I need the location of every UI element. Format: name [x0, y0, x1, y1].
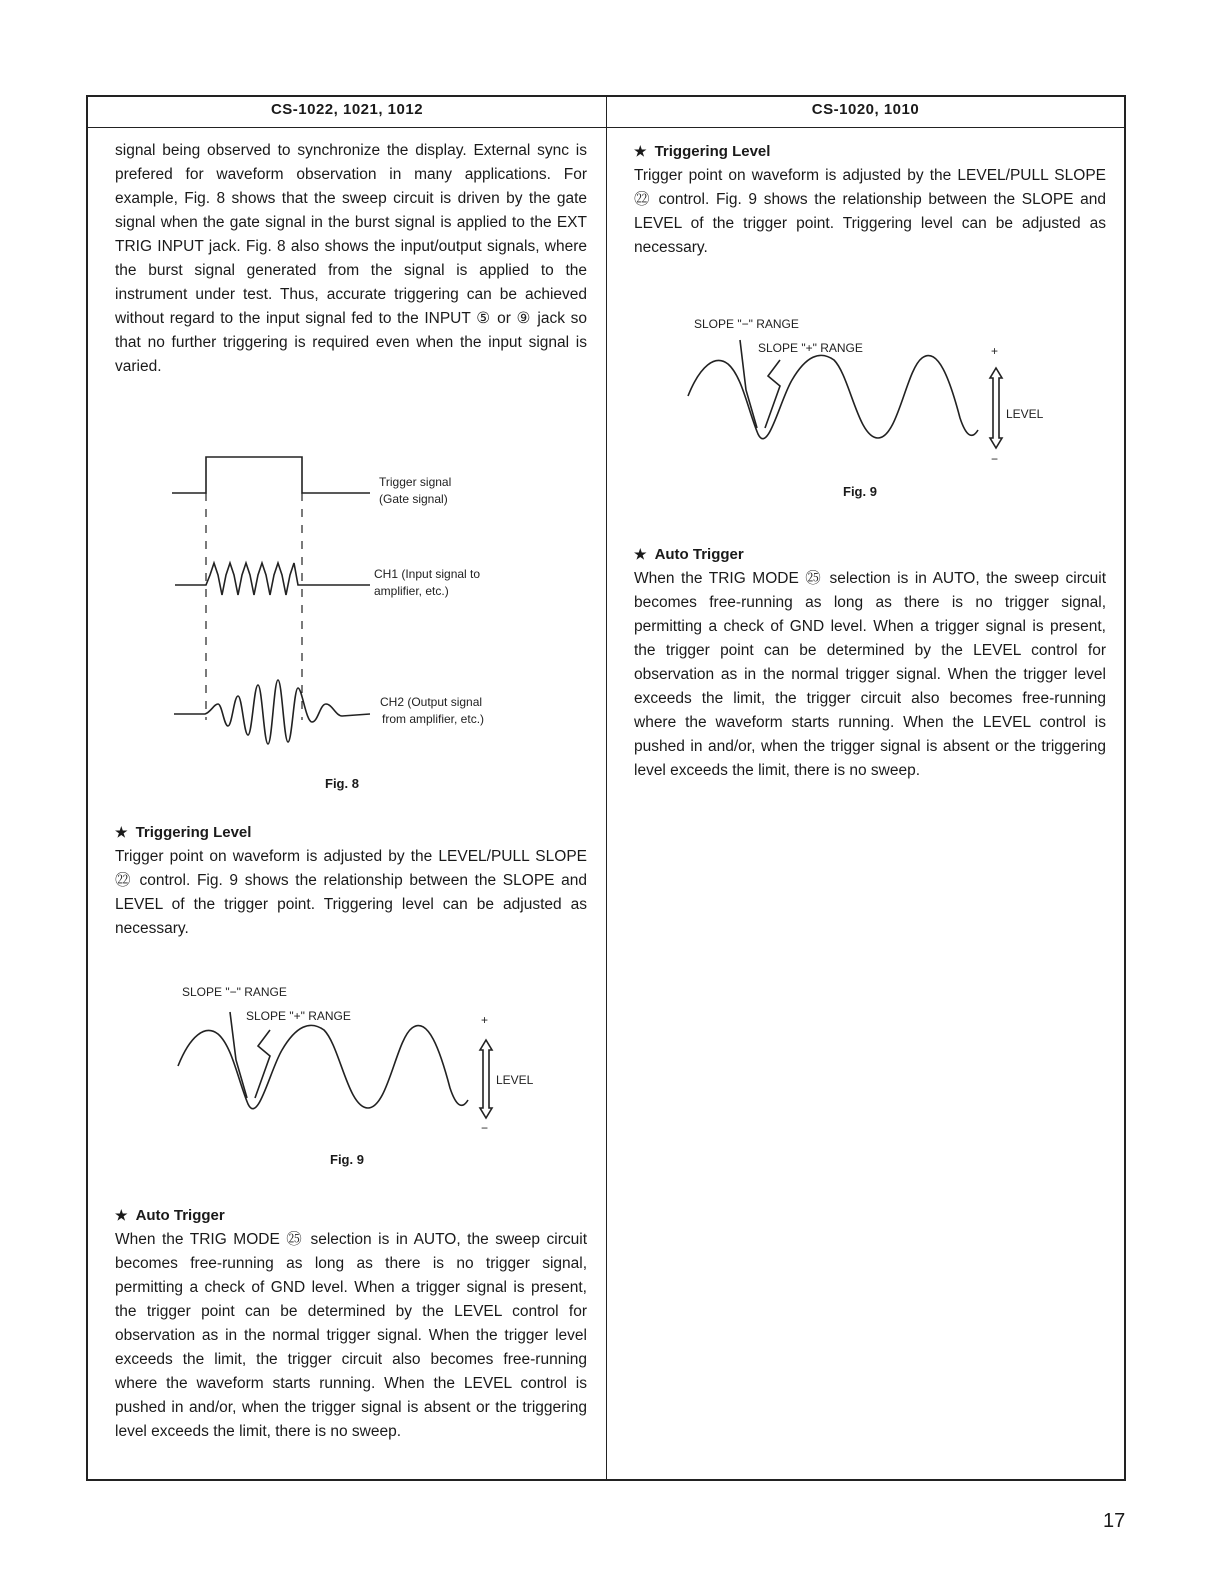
- slope-minus-label: SLOPE "−" RANGE: [182, 985, 287, 999]
- slope-minus-pointer: [740, 340, 757, 428]
- right-auto-trigger-section: [634, 542, 1106, 783]
- trigger-signal-label: Trigger signal: [379, 475, 452, 489]
- fig9-diagram-left: [170, 980, 550, 1140]
- slope-plus-label: SLOPE "+" RANGE: [246, 1009, 351, 1023]
- sine-waveform: [178, 1025, 468, 1108]
- slope-plus-pointer: [765, 360, 780, 428]
- fig9-caption-left: Fig. 9: [330, 1152, 364, 1167]
- level-arrow: [480, 1040, 492, 1118]
- fig9-caption-right: Fig. 9: [843, 484, 877, 499]
- star-icon: ★: [634, 143, 647, 159]
- left-column-header: CS-1022, 1021, 1012: [270, 101, 424, 118]
- star-icon: ★: [115, 824, 128, 840]
- triggering-level-heading: ★ Triggering Level: [634, 143, 771, 160]
- left-triggering-level-section: [115, 820, 587, 941]
- auto-trigger-heading: ★ Auto Trigger: [634, 546, 744, 563]
- ch2-label-line2: from amplifier, etc.): [382, 712, 485, 726]
- level-label: LEVEL: [1006, 407, 1044, 421]
- minus-label: −: [481, 1121, 489, 1135]
- slope-plus-pointer: [255, 1030, 270, 1098]
- slope-minus-pointer: [230, 1012, 247, 1098]
- left-intro-block: [115, 139, 587, 379]
- level-arrow: [990, 368, 1002, 448]
- ch2-label-line1: CH2 (Output signal: [380, 695, 483, 709]
- star-icon: ★: [115, 1207, 128, 1223]
- auto-trigger-paragraph: When the TRIG MODE ㉕ selection is in AUTO, the sweep circuit becomes free-running as long as there is no trigger signal, permitting a check of GND level. When a trigger signal is present, the trigger point can be determined by the LEVEL control for observation as in the normal trigger signal. When the trigger level exceeds the limit, the trigger circuit also becomes free-running where the waveform starts running. When the LEVEL control is pushed in and/or, when the trigger signal is absent or the triggering level exceeds the limit, there is no sweep.: [634, 570, 1106, 779]
- right-column-header: CS-1020, 1010: [811, 101, 920, 118]
- right-triggering-level-section: [634, 139, 1106, 260]
- gate-signal-label: (Gate signal): [379, 492, 448, 506]
- intro-paragraph: signal being observed to synchronize the display. External sync is prefered for waveform observation in many applications. For example, Fig. 8 shows that the sweep circuit is driven by the gate signal when the gate signal in the burst signal is applied to the EXT TRIG INPUT jack. Fig. 8 also shows the input/output signals, where the burst signal generated from the signal is applied to the instrument under test. Thus, accurate triggering can be achieved without regard to the input signal fed to the INPUT ⑤ or ⑨ jack so that no further triggering is required even when the input signal is varied.: [115, 142, 587, 375]
- plus-label: +: [481, 1013, 489, 1027]
- star-icon: ★: [634, 546, 647, 562]
- triggering-level-paragraph: Trigger point on waveform is adjusted by the LEVEL/PULL SLOPE ㉒ control. Fig. 9 shows the relationship between the SLOPE and LEVEL of the trigger point. Triggering level can be adjusted as necessary.: [634, 167, 1106, 256]
- auto-trigger-paragraph: When the TRIG MODE ㉕ selection is in AUTO, the sweep circuit becomes free-running as long as there is no trigger signal, permitting a check of GND level. When a trigger signal is present, the trigger point can be determined by the LEVEL control for observation as in the normal trigger signal. When the trigger level exceeds the limit, the trigger circuit also becomes free-running where the waveform starts running. When the LEVEL control is pushed in and/or, when the trigger signal is absent or the triggering level exceeds the limit, there is no sweep.: [115, 1231, 587, 1440]
- ch1-label-line1: CH1 (Input signal to: [374, 567, 481, 581]
- sine-waveform: [688, 355, 978, 438]
- triggering-level-heading: ★ Triggering Level: [115, 824, 252, 841]
- slope-plus-label: SLOPE "+" RANGE: [758, 341, 863, 355]
- trigger-gate-waveform: [172, 457, 370, 493]
- fig8-diagram: [160, 450, 560, 760]
- plus-label: +: [991, 344, 999, 358]
- page-number: 17: [1103, 1510, 1126, 1532]
- auto-trigger-heading: ★ Auto Trigger: [115, 1207, 225, 1224]
- ch1-label-line2: amplifier, etc.): [374, 584, 449, 598]
- minus-label: −: [991, 452, 999, 466]
- level-label: LEVEL: [496, 1073, 534, 1087]
- left-auto-trigger-section: [115, 1203, 587, 1444]
- ch2-output-waveform: [174, 680, 370, 744]
- triggering-level-paragraph: Trigger point on waveform is adjusted by the LEVEL/PULL SLOPE ㉒ control. Fig. 9 shows the relationship between the SLOPE and LEVEL of the trigger point. Triggering level can be adjusted as necessary.: [115, 848, 587, 937]
- fig9-diagram-right: [680, 310, 1060, 470]
- fig8-caption: Fig. 8: [325, 776, 359, 791]
- column-divider: [606, 95, 607, 1481]
- ch1-burst-waveform: [175, 563, 370, 595]
- slope-minus-label: SLOPE "−" RANGE: [694, 317, 799, 331]
